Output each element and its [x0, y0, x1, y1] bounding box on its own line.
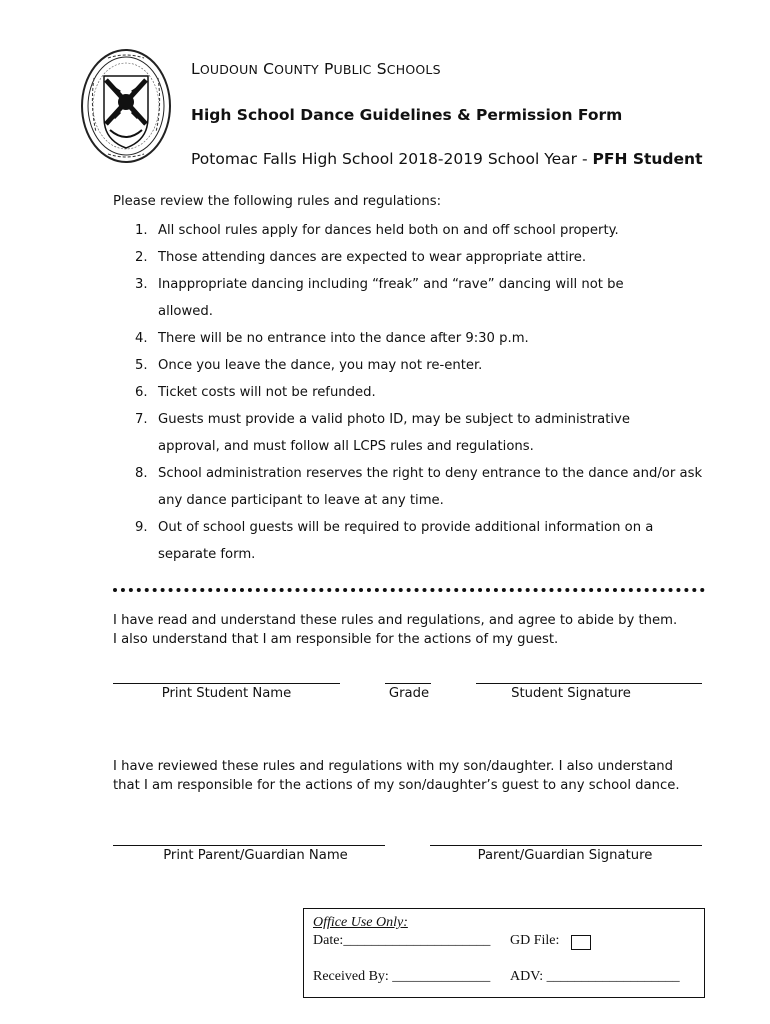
org-word-rest: UBLIC	[333, 62, 372, 77]
rule-item	[113, 406, 713, 460]
rule-number: 5.	[135, 358, 148, 373]
received-by-field: Received By: ______________	[313, 969, 491, 984]
org-word-rest: OUNTY	[274, 62, 319, 77]
student-signature-line[interactable]	[476, 683, 702, 684]
rule-number: 1.	[135, 223, 148, 238]
rule-text: School administration reserves the right to deny entrance to the dance and/or ask any dance participant to leave at any time.	[158, 466, 703, 508]
rule-number: 9.	[135, 520, 148, 535]
org-word-rest: CHOOLS	[386, 62, 441, 77]
rule-item	[113, 352, 713, 379]
org-word-rest: OUDOUN	[199, 62, 258, 77]
student-acknowledgement	[113, 611, 723, 649]
gd-file-label: GD File:	[510, 933, 560, 948]
subtitle-bold-text: PFH Student	[592, 150, 703, 168]
rule-number: 4.	[135, 331, 148, 346]
rule-number: 8.	[135, 466, 148, 481]
dotted-divider	[113, 588, 705, 592]
organization-name	[191, 60, 441, 78]
org-word-initial: C	[263, 60, 275, 78]
grade-label: Grade	[388, 686, 430, 701]
rule-number: 6.	[135, 385, 148, 400]
rule-item	[113, 379, 713, 406]
rule-item	[113, 244, 713, 271]
rule-text: There will be no entrance into the dance after 9:30 p.m.	[158, 331, 529, 346]
ack-line: I also understand that I am responsible for the actions of my guest.	[113, 632, 559, 647]
rule-item	[113, 217, 713, 244]
ack-line: I have read and understand these rules and regulations, and agree to abide by them.	[113, 613, 678, 628]
rules-intro: Please review the following rules and regulations:	[113, 194, 442, 209]
office-date-field: Date:_____________________	[313, 933, 491, 948]
form-title: High School Dance Guidelines & Permission Form	[191, 106, 623, 124]
student-name-label: Print Student Name	[161, 686, 292, 701]
org-word-initial: L	[191, 60, 200, 78]
office-use-title: Office Use Only:	[313, 915, 408, 930]
rule-text: Guests must provide a valid photo ID, may be subject to administrative approval, and must follow all LCPS rules and regulations.	[158, 412, 630, 454]
rules-list	[113, 217, 713, 568]
parent-signature-line[interactable]	[430, 845, 702, 846]
ack-line: I have reviewed these rules and regulations with my son/daughter. I also understand	[113, 759, 674, 774]
office-use-box	[303, 908, 705, 998]
rule-text: All school rules apply for dances held both on and off school property.	[158, 223, 619, 238]
rule-number: 7.	[135, 412, 148, 427]
rule-text: Once you leave the dance, you may not re-enter.	[158, 358, 483, 373]
rule-item	[113, 325, 713, 352]
subtitle-text: Potomac Falls High School 2018-2019 School Year -	[191, 150, 593, 168]
parent-name-label: Print Parent/Guardian Name	[163, 848, 348, 863]
rule-number: 2.	[135, 250, 148, 265]
student-name-line[interactable]	[113, 683, 340, 684]
org-word-initial: P	[323, 60, 334, 78]
rule-text: Ticket costs will not be refunded.	[158, 385, 376, 400]
grade-line[interactable]	[385, 683, 431, 684]
parent-acknowledgement	[113, 757, 723, 795]
rule-item	[113, 460, 713, 514]
form-subtitle	[191, 150, 702, 168]
ack-line: that I am responsible for the actions of my son/daughter’s guest to any school dance.	[113, 778, 680, 793]
org-word-initial: S	[376, 60, 387, 78]
rule-text: Those attending dances are expected to wear appropriate attire.	[158, 250, 587, 265]
parent-signature-label: Parent/Guardian Signature	[477, 848, 653, 863]
rule-number: 3.	[135, 277, 148, 292]
school-seal-logo	[80, 48, 172, 164]
rule-item	[113, 271, 713, 325]
gd-file-checkbox[interactable]	[571, 935, 591, 950]
student-signature-label: Student Signature	[511, 686, 631, 701]
rule-text: Inappropriate dancing including “freak” and “rave” dancing will not be allowed.	[158, 277, 624, 319]
rule-item	[113, 514, 713, 568]
adv-field: ADV: ___________________	[510, 969, 680, 984]
parent-name-line[interactable]	[113, 845, 385, 846]
rule-text: Out of school guests will be required to provide additional information on a separate form.	[158, 520, 654, 562]
